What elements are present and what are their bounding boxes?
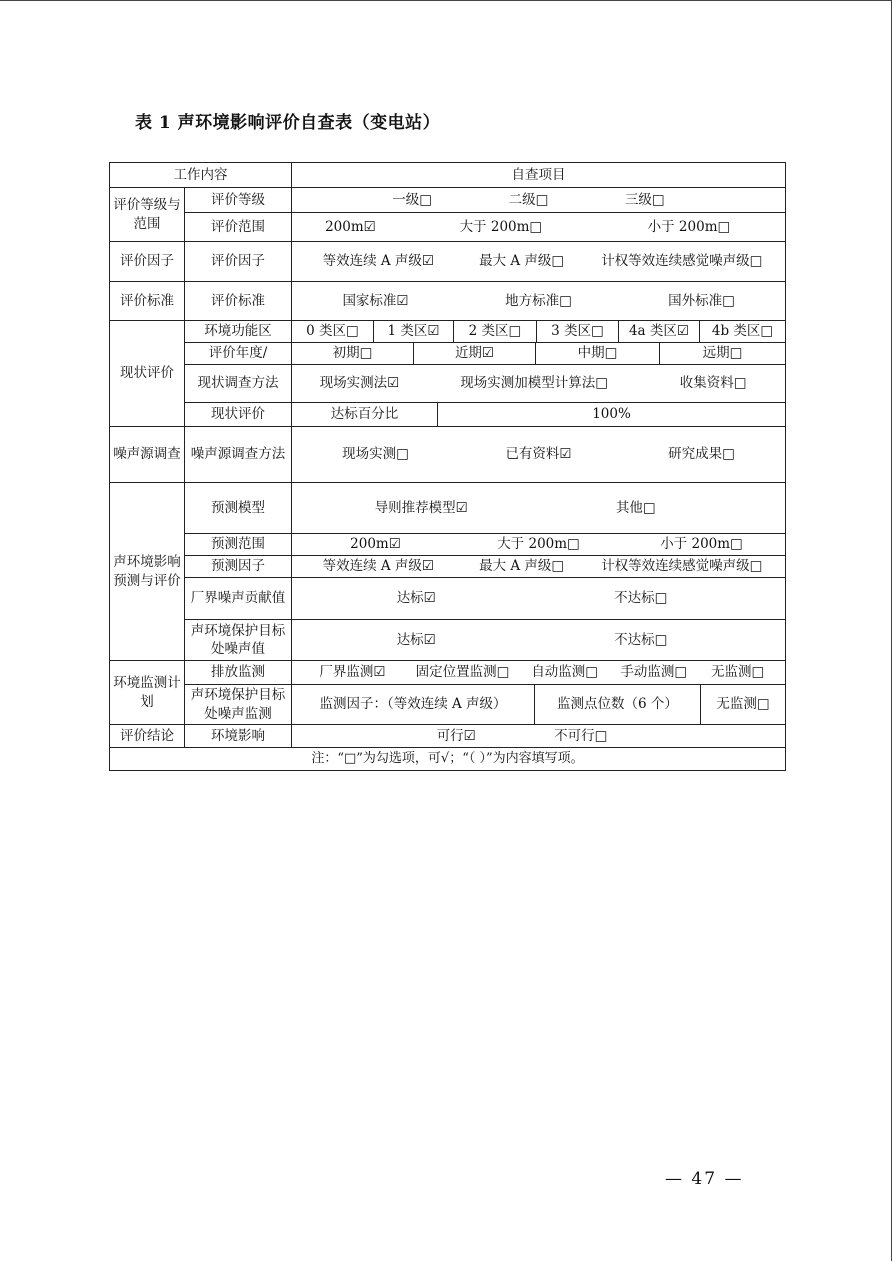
option-zone-0[interactable]: 0 类区□	[292, 321, 374, 343]
row-label-source-method: 噪声源调查方法	[185, 427, 292, 483]
protect-monitor-factor: 监测因子：（等效连续 A 声级）	[292, 685, 535, 725]
row-options-standard	[292, 282, 785, 321]
row-options-model	[292, 483, 785, 534]
option-pred-factor-wecpnl[interactable]: 计权等效连续感觉噪声级□	[601, 558, 763, 575]
row-label-level: 评价等级	[185, 188, 292, 213]
option-pred-factor-leq[interactable]: 等效连续 A 声级☑	[322, 558, 435, 575]
row-label-survey: 现状调查方法	[185, 365, 292, 403]
option-boundary-fail[interactable]: 不达标□	[614, 590, 668, 607]
option-standard-national[interactable]: 国家标准☑	[342, 292, 409, 309]
option-emission-fixed[interactable]: 固定位置监测□	[415, 664, 510, 681]
option-boundary-pass[interactable]: 达标☑	[396, 590, 436, 607]
row-label-standard: 评价标准	[185, 282, 292, 321]
option-year-initial[interactable]: 初期□	[292, 343, 414, 365]
row-options-survey	[292, 365, 785, 403]
row-label-range: 评价范围	[185, 213, 292, 242]
option-protect-monitor-none[interactable]: 无监测□	[701, 685, 785, 725]
option-zone-4a[interactable]: 4a 类区☑	[619, 321, 700, 343]
option-factor-lmax[interactable]: 最大 A 声级□	[479, 253, 565, 270]
row-options-range	[292, 213, 785, 242]
option-model-other[interactable]: 其他□	[615, 499, 656, 516]
option-survey-field-model[interactable]: 现场实测加模型计算法□	[460, 375, 609, 392]
option-year-far[interactable]: 远期□	[660, 343, 785, 365]
group-source: 噪声源调查	[110, 427, 185, 483]
option-survey-collect[interactable]: 收集资料□	[679, 375, 747, 392]
option-factor-wecpnl[interactable]: 计权等效连续感觉噪声级□	[601, 253, 763, 270]
option-pred-range-gt200m[interactable]: 大于 200m□	[497, 536, 580, 553]
group-status: 现状评价	[110, 321, 185, 427]
row-options-boundary	[292, 578, 785, 620]
option-zone-2[interactable]: 2 类区□	[454, 321, 537, 343]
option-protect-fail[interactable]: 不达标□	[614, 631, 668, 648]
row-label-year: 评价年度/	[185, 343, 292, 365]
option-survey-field[interactable]: 现场实测法☑	[319, 375, 400, 392]
option-impact-infeasible[interactable]: 不可行□	[554, 727, 608, 744]
option-level-1[interactable]: 一级□	[392, 191, 433, 208]
option-level-3[interactable]: 三级□	[624, 191, 665, 208]
option-pred-range-200m[interactable]: 200m☑	[350, 536, 401, 553]
page-number: — 47 —	[665, 1169, 744, 1189]
header-work-content: 工作内容	[110, 163, 292, 188]
row-label-model: 预测模型	[185, 483, 292, 534]
row-label-impact: 环境影响	[185, 725, 292, 748]
option-zone-1[interactable]: 1 类区☑	[374, 321, 454, 343]
option-range-200m[interactable]: 200m☑	[325, 218, 376, 235]
option-emission-auto[interactable]: 自动监测□	[531, 664, 599, 681]
row-options-protect	[292, 620, 785, 661]
header-check-items: 自查项目	[292, 163, 785, 188]
option-emission-manual[interactable]: 手动监测□	[620, 664, 688, 681]
row-label-factor: 评价因子	[185, 242, 292, 282]
row-options-source	[292, 427, 785, 483]
option-standard-foreign[interactable]: 国外标准□	[668, 292, 735, 309]
option-range-lt200m[interactable]: 小于 200m□	[647, 218, 731, 235]
option-impact-feasible[interactable]: 可行☑	[436, 727, 476, 744]
option-model-guideline[interactable]: 导则推荐模型☑	[374, 499, 468, 516]
option-emission-boundary[interactable]: 厂界监测☑	[319, 664, 386, 681]
option-pred-range-lt200m[interactable]: 小于 200m□	[660, 536, 743, 553]
row-options-emission	[292, 661, 785, 685]
option-source-existing[interactable]: 已有资料☑	[505, 446, 572, 463]
group-standard: 评价标准	[110, 282, 185, 321]
option-level-2[interactable]: 二级□	[508, 191, 549, 208]
option-zone-3[interactable]: 3 类区□	[537, 321, 619, 343]
option-source-research[interactable]: 研究成果□	[668, 446, 735, 463]
row-options-factor	[292, 242, 785, 282]
row-options-level	[292, 188, 785, 213]
group-factor: 评价因子	[110, 242, 185, 282]
option-year-mid[interactable]: 中期□	[536, 343, 660, 365]
row-options-impact	[292, 725, 785, 748]
option-protect-pass[interactable]: 达标☑	[396, 631, 436, 648]
option-factor-leq[interactable]: 等效连续 A 声级☑	[322, 253, 435, 270]
self-check-table	[109, 162, 786, 771]
row-label-protect: 声环境保护目标处噪声值	[185, 620, 292, 661]
row-options-pred-factor	[292, 556, 785, 578]
row-options-pred-range	[292, 534, 785, 556]
option-standard-local[interactable]: 地方标准□	[505, 292, 572, 309]
row-label-status-eval: 现状评价	[185, 403, 292, 427]
row-label-pred-range: 预测范围	[185, 534, 292, 556]
protect-monitor-points: 监测点位数（6 个）	[535, 685, 701, 725]
group-level-range: 评价等级与范围	[110, 188, 185, 242]
table-note: 注：“□”为勾选项，可√；“（ ）”为内容填写项。	[311, 751, 584, 767]
status-eval-value: 100%	[438, 403, 785, 427]
option-zone-4b[interactable]: 4b 类区□	[700, 321, 785, 343]
row-label-boundary: 厂界噪声贡献值	[185, 578, 292, 620]
option-range-gt200m[interactable]: 大于 200m□	[459, 218, 543, 235]
status-eval-key: 达标百分比	[292, 403, 438, 427]
row-label-func-zone: 环境功能区	[185, 321, 292, 343]
group-prediction: 声环境影响预测与评价	[110, 483, 185, 661]
option-emission-none[interactable]: 无监测□	[711, 664, 765, 681]
row-label-protect-monitor: 声环境保护目标处噪声监测	[185, 685, 292, 725]
option-source-field[interactable]: 现场实测□	[342, 446, 409, 463]
option-year-near[interactable]: 近期☑	[414, 343, 536, 365]
option-pred-factor-lmax[interactable]: 最大 A 声级□	[479, 558, 565, 575]
table-title: 表 1 声环境影响评价自查表（变电站）	[135, 113, 441, 133]
group-monitoring: 环境监测计划	[110, 661, 185, 725]
row-label-pred-factor: 预测因子	[185, 556, 292, 578]
row-label-emission: 排放监测	[185, 661, 292, 685]
group-conclusion: 评价结论	[110, 725, 185, 748]
